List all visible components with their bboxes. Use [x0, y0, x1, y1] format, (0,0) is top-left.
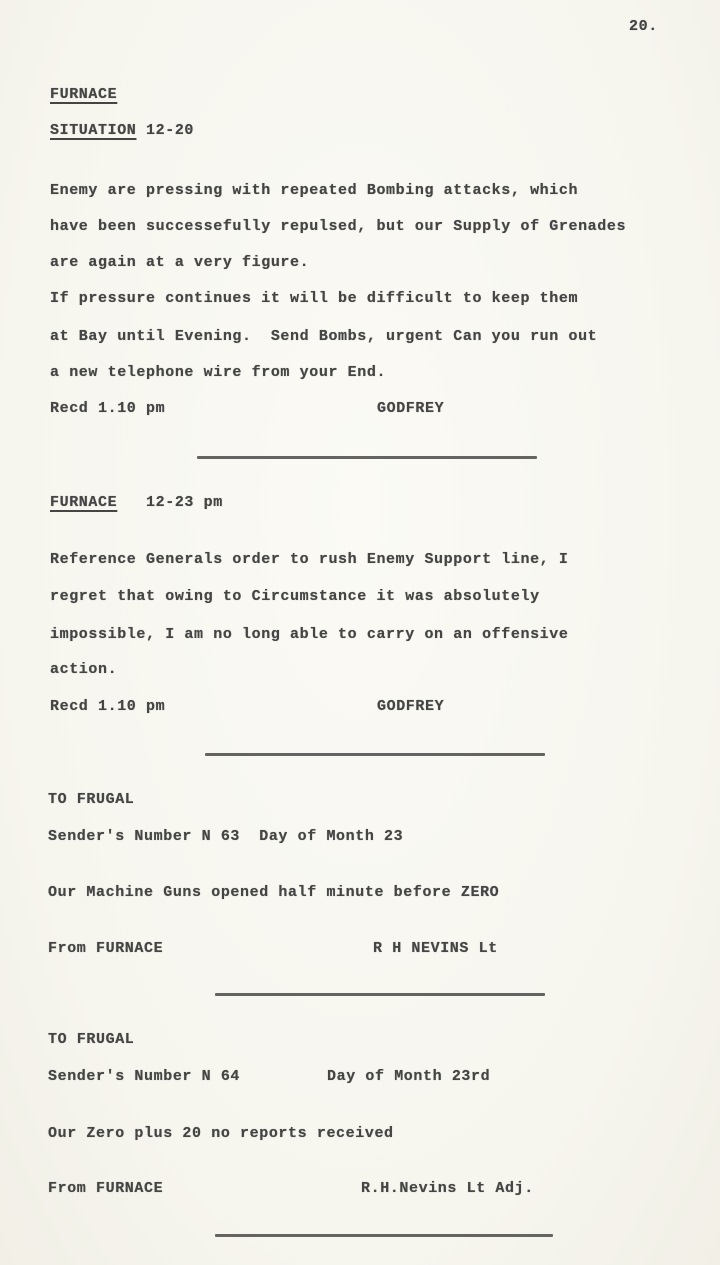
signature: GODFREY — [377, 698, 445, 715]
message-4-sender-number: Sender's Number N 64 — [48, 1068, 241, 1085]
body-line: If pressure continues it will be difficult to keep them — [50, 290, 579, 307]
signature: GODFREY — [377, 400, 445, 417]
body-line: action. — [50, 661, 118, 678]
body-line: regret that owing to Circumstance it was absolutely — [50, 588, 540, 605]
body-line: a new telephone wire from your End. — [50, 364, 387, 381]
message-1-heading: FURNACE — [50, 86, 118, 103]
message-4-from: From FURNACE — [48, 1180, 164, 1197]
body-line: at Bay until Evening. Send Bombs, urgent Can you run out — [50, 328, 598, 345]
divider-rule — [215, 1234, 553, 1237]
divider-rule — [197, 456, 537, 459]
message-4-day-of-month: Day of Month 23rd — [327, 1068, 491, 1085]
message-3-from: From FURNACE — [48, 940, 164, 957]
message-3-to: TO FRUGAL — [48, 791, 135, 808]
divider-rule — [215, 993, 545, 996]
received-time: Recd 1.10 pm — [50, 698, 166, 715]
received-time: Recd 1.10 pm — [50, 400, 166, 417]
body-line: are again at a very figure. — [50, 254, 310, 271]
situation-time: 12-20 — [146, 122, 195, 139]
body-line: Enemy are pressing with repeated Bombing attacks, which — [50, 182, 579, 199]
message-1-subheading — [50, 122, 194, 139]
body-line: Our Machine Guns opened half minute before ZERO — [48, 884, 500, 901]
page-number: 20. — [629, 18, 658, 35]
message-2-time: 12-23 pm — [146, 494, 223, 511]
body-line: Reference Generals order to rush Enemy Support line, I — [50, 551, 569, 568]
signature: R H NEVINS Lt — [373, 940, 498, 957]
body-line: have been successefully repulsed, but our Supply of Grenades — [50, 218, 627, 235]
divider-rule — [205, 753, 545, 756]
message-2-heading: FURNACE — [50, 494, 118, 511]
message-2-heading-row — [50, 494, 223, 511]
message-3-sender-number: Sender's Number N 63 Day of Month 23 — [48, 828, 404, 845]
body-line: Our Zero plus 20 no reports received — [48, 1125, 394, 1142]
message-4-to: TO FRUGAL — [48, 1031, 135, 1048]
situation-label: SITUATION — [50, 122, 137, 139]
body-line: impossible, I am no long able to carry on an offensive — [50, 626, 569, 643]
signature: R.H.Nevins Lt Adj. — [361, 1180, 534, 1197]
